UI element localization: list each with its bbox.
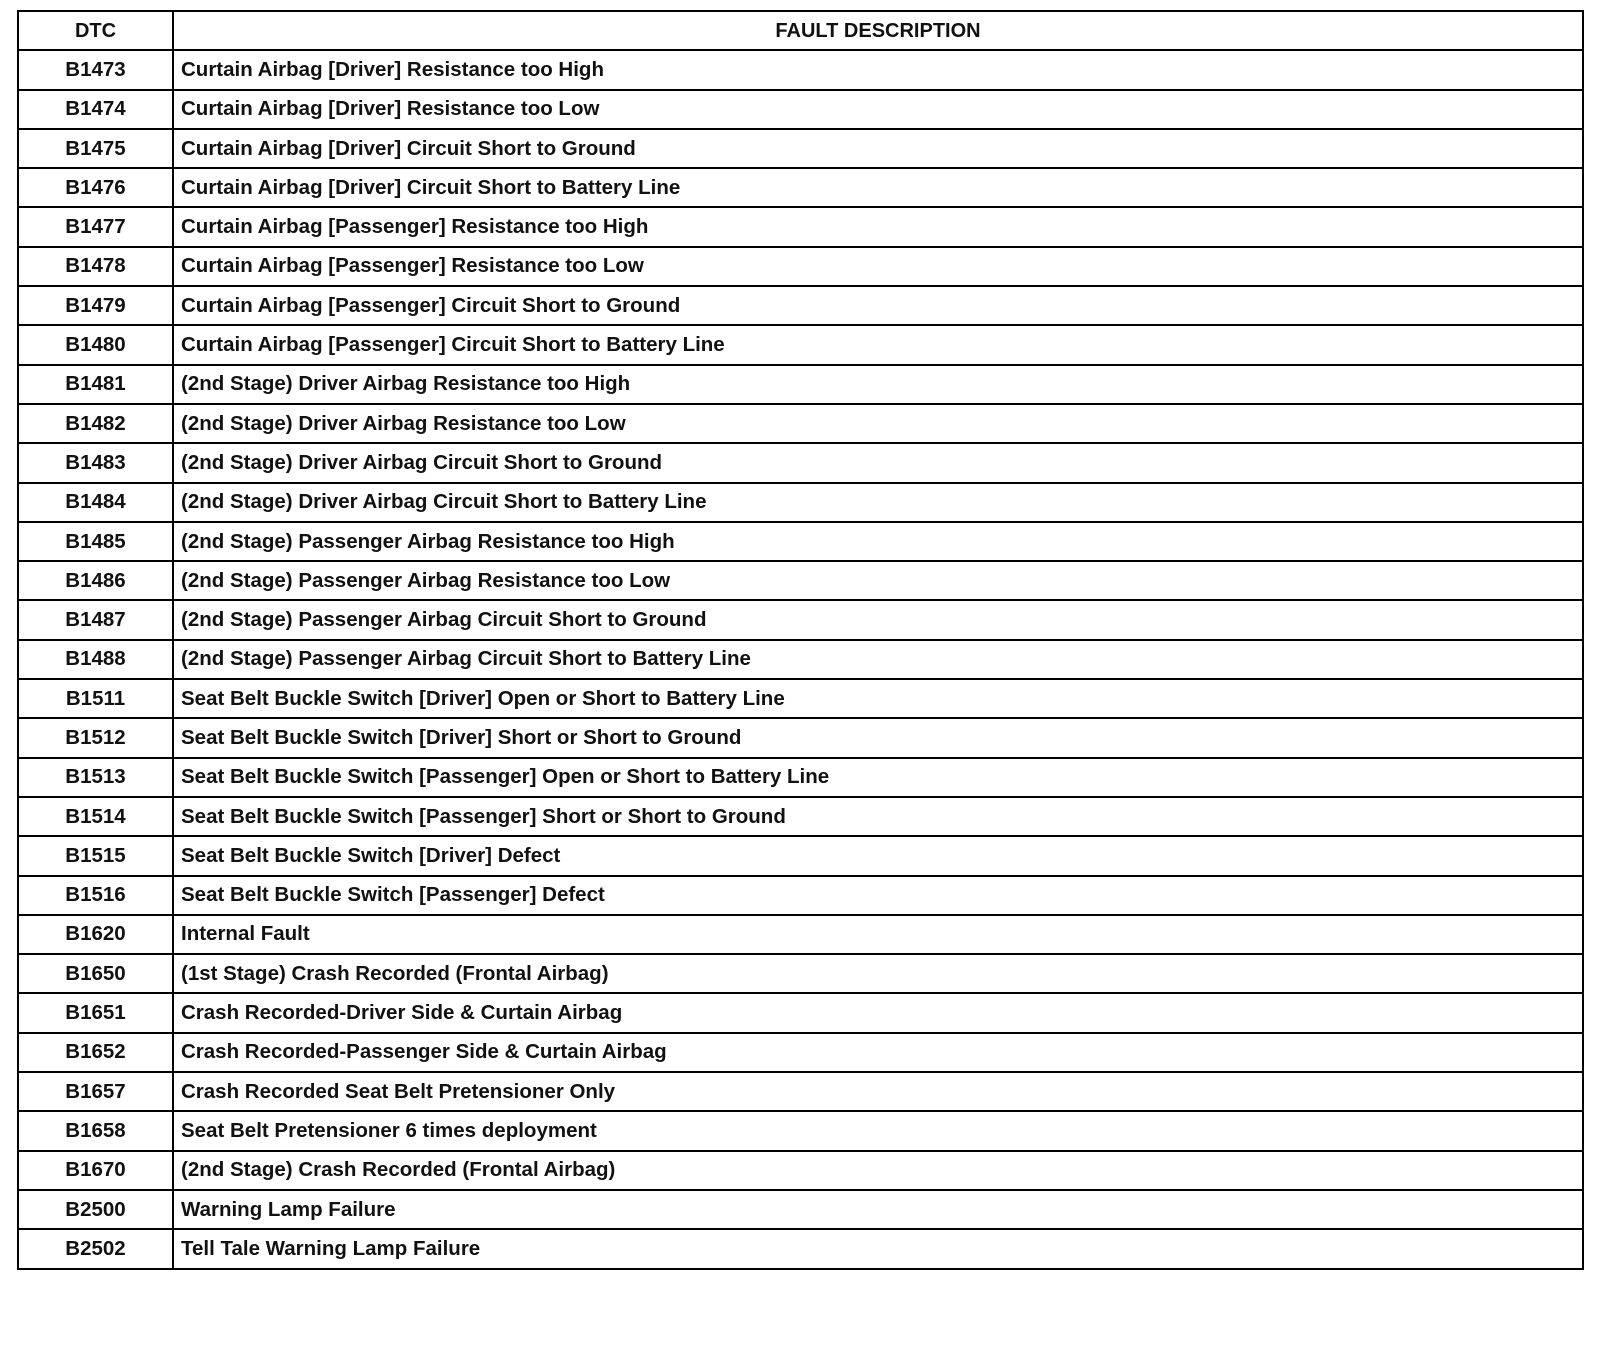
dtc-code-cell: B1650 bbox=[18, 954, 173, 993]
column-header-fault-description: FAULT DESCRIPTION bbox=[173, 11, 1583, 50]
table-row bbox=[18, 90, 1583, 129]
dtc-code-cell: B1484 bbox=[18, 483, 173, 522]
table-row bbox=[18, 718, 1583, 757]
fault-description-cell: Curtain Airbag [Driver] Circuit Short to Ground bbox=[173, 129, 1583, 168]
fault-description-cell: (2nd Stage) Passenger Airbag Resistance too Low bbox=[173, 561, 1583, 600]
fault-description-cell: Crash Recorded-Driver Side & Curtain Airbag bbox=[173, 993, 1583, 1032]
dtc-code-cell: B1487 bbox=[18, 600, 173, 639]
fault-description-cell: (2nd Stage) Passenger Airbag Circuit Short to Battery Line bbox=[173, 640, 1583, 679]
fault-description-cell: Curtain Airbag [Passenger] Circuit Short to Ground bbox=[173, 286, 1583, 325]
table-row bbox=[18, 1072, 1583, 1111]
dtc-code-cell: B1658 bbox=[18, 1111, 173, 1150]
fault-description-cell: Warning Lamp Failure bbox=[173, 1190, 1583, 1229]
fault-description-cell: Seat Belt Buckle Switch [Passenger] Defect bbox=[173, 876, 1583, 915]
fault-description-cell: Seat Belt Buckle Switch [Driver] Short or Short to Ground bbox=[173, 718, 1583, 757]
fault-description-cell: Seat Belt Buckle Switch [Passenger] Open or Short to Battery Line bbox=[173, 758, 1583, 797]
table-row bbox=[18, 325, 1583, 364]
dtc-code-cell: B1513 bbox=[18, 758, 173, 797]
dtc-code-cell: B1482 bbox=[18, 404, 173, 443]
table-row bbox=[18, 758, 1583, 797]
dtc-code-cell: B1657 bbox=[18, 1072, 173, 1111]
dtc-code-cell: B2500 bbox=[18, 1190, 173, 1229]
table-row bbox=[18, 797, 1583, 836]
fault-description-cell: Curtain Airbag [Driver] Circuit Short to Battery Line bbox=[173, 168, 1583, 207]
fault-description-cell: (2nd Stage) Driver Airbag Circuit Short to Ground bbox=[173, 443, 1583, 482]
dtc-code-cell: B1481 bbox=[18, 365, 173, 404]
table-row bbox=[18, 640, 1583, 679]
table-row bbox=[18, 1190, 1583, 1229]
dtc-code-cell: B2502 bbox=[18, 1229, 173, 1268]
dtc-code-cell: B1475 bbox=[18, 129, 173, 168]
fault-description-cell: Tell Tale Warning Lamp Failure bbox=[173, 1229, 1583, 1268]
fault-description-cell: Crash Recorded-Passenger Side & Curtain Airbag bbox=[173, 1033, 1583, 1072]
table-row bbox=[18, 954, 1583, 993]
table-row bbox=[18, 404, 1583, 443]
table-row bbox=[18, 1151, 1583, 1190]
table-row bbox=[18, 876, 1583, 915]
table-row bbox=[18, 1111, 1583, 1150]
dtc-code-cell: B1651 bbox=[18, 993, 173, 1032]
dtc-code-cell: B1670 bbox=[18, 1151, 173, 1190]
table-row bbox=[18, 836, 1583, 875]
dtc-code-cell: B1474 bbox=[18, 90, 173, 129]
table-header-row bbox=[18, 11, 1583, 50]
fault-description-cell: (2nd Stage) Crash Recorded (Frontal Airbag) bbox=[173, 1151, 1583, 1190]
dtc-code-cell: B1479 bbox=[18, 286, 173, 325]
table-row bbox=[18, 993, 1583, 1032]
fault-description-cell: Curtain Airbag [Passenger] Resistance too High bbox=[173, 207, 1583, 246]
fault-description-cell: Seat Belt Buckle Switch [Driver] Open or Short to Battery Line bbox=[173, 679, 1583, 718]
dtc-code-cell: B1478 bbox=[18, 247, 173, 286]
fault-description-cell: Seat Belt Pretensioner 6 times deployment bbox=[173, 1111, 1583, 1150]
dtc-code-cell: B1483 bbox=[18, 443, 173, 482]
fault-description-cell: (2nd Stage) Driver Airbag Resistance too Low bbox=[173, 404, 1583, 443]
fault-description-cell: Seat Belt Buckle Switch [Passenger] Short or Short to Ground bbox=[173, 797, 1583, 836]
dtc-table bbox=[17, 10, 1584, 1270]
table-row bbox=[18, 1033, 1583, 1072]
fault-description-cell: (2nd Stage) Passenger Airbag Resistance too High bbox=[173, 522, 1583, 561]
dtc-code-cell: B1516 bbox=[18, 876, 173, 915]
table-row bbox=[18, 168, 1583, 207]
table-row bbox=[18, 915, 1583, 954]
dtc-code-cell: B1511 bbox=[18, 679, 173, 718]
fault-description-cell: (1st Stage) Crash Recorded (Frontal Airbag) bbox=[173, 954, 1583, 993]
dtc-code-cell: B1514 bbox=[18, 797, 173, 836]
dtc-code-cell: B1620 bbox=[18, 915, 173, 954]
dtc-code-cell: B1512 bbox=[18, 718, 173, 757]
table-row bbox=[18, 443, 1583, 482]
dtc-code-cell: B1486 bbox=[18, 561, 173, 600]
fault-description-cell: Curtain Airbag [Driver] Resistance too Low bbox=[173, 90, 1583, 129]
dtc-code-cell: B1485 bbox=[18, 522, 173, 561]
dtc-code-cell: B1476 bbox=[18, 168, 173, 207]
table-row bbox=[18, 522, 1583, 561]
fault-description-cell: Crash Recorded Seat Belt Pretensioner Only bbox=[173, 1072, 1583, 1111]
dtc-code-cell: B1488 bbox=[18, 640, 173, 679]
table-row bbox=[18, 50, 1583, 89]
fault-description-cell: (2nd Stage) Driver Airbag Resistance too High bbox=[173, 365, 1583, 404]
fault-description-cell: Internal Fault bbox=[173, 915, 1583, 954]
fault-description-cell: Curtain Airbag [Driver] Resistance too High bbox=[173, 50, 1583, 89]
table-row bbox=[18, 247, 1583, 286]
dtc-code-cell: B1477 bbox=[18, 207, 173, 246]
table-body bbox=[18, 50, 1583, 1268]
dtc-code-cell: B1652 bbox=[18, 1033, 173, 1072]
table-row bbox=[18, 207, 1583, 246]
dtc-code-cell: B1473 bbox=[18, 50, 173, 89]
table-row bbox=[18, 679, 1583, 718]
column-header-dtc: DTC bbox=[18, 11, 173, 50]
table-row bbox=[18, 600, 1583, 639]
table-row bbox=[18, 365, 1583, 404]
table-row bbox=[18, 561, 1583, 600]
table-row bbox=[18, 129, 1583, 168]
fault-description-cell: Curtain Airbag [Passenger] Circuit Short to Battery Line bbox=[173, 325, 1583, 364]
table-row bbox=[18, 483, 1583, 522]
fault-description-cell: (2nd Stage) Passenger Airbag Circuit Short to Ground bbox=[173, 600, 1583, 639]
fault-description-cell: Seat Belt Buckle Switch [Driver] Defect bbox=[173, 836, 1583, 875]
dtc-code-cell: B1480 bbox=[18, 325, 173, 364]
fault-description-cell: Curtain Airbag [Passenger] Resistance too Low bbox=[173, 247, 1583, 286]
fault-description-cell: (2nd Stage) Driver Airbag Circuit Short to Battery Line bbox=[173, 483, 1583, 522]
dtc-code-cell: B1515 bbox=[18, 836, 173, 875]
table-row bbox=[18, 286, 1583, 325]
table-row bbox=[18, 1229, 1583, 1268]
